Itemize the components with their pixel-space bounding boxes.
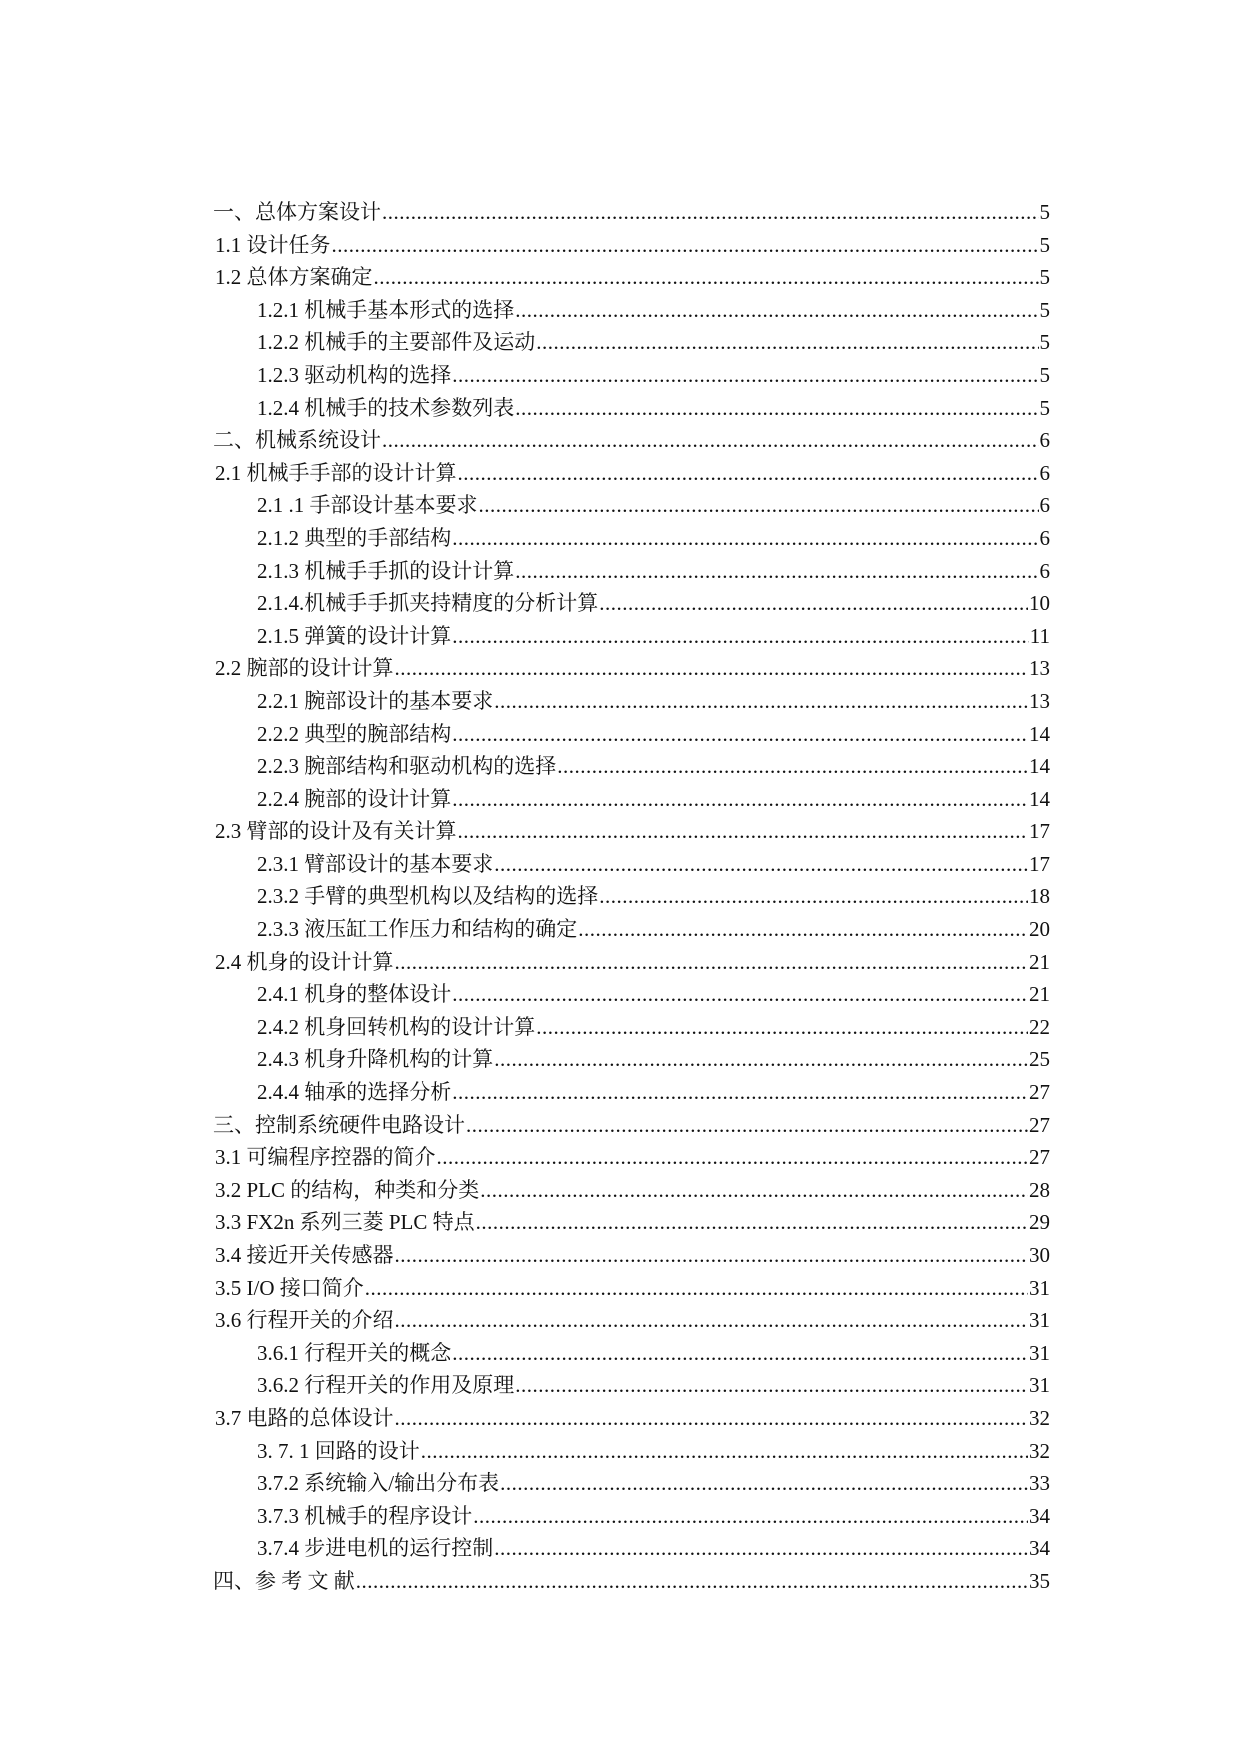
toc-entry-page-number: 6 (1039, 428, 1050, 453)
toc-leader-dots (515, 392, 1038, 425)
toc-entry-page-number: 5 (1039, 395, 1050, 420)
toc-entry-page-number: 27 (1029, 1080, 1050, 1105)
toc-entry-label: 2.3 臂部的设计及有关计算 (215, 819, 457, 844)
toc-entry-page-number: 14 (1029, 786, 1050, 811)
toc-entry-label: 2.1.3 机械手手抓的设计计算 (257, 558, 515, 583)
toc-entry-label: 2.4.1 机身的整体设计 (257, 982, 452, 1007)
toc-entry-label: 3.7.3 机械手的程序设计 (257, 1503, 473, 1528)
toc-entry-page-number: 14 (1029, 721, 1050, 746)
toc-entry-page-number: 31 (1029, 1275, 1050, 1300)
toc-entry-page-number: 21 (1029, 982, 1050, 1007)
toc-entry[interactable] (213, 718, 1050, 751)
toc-leader-dots (452, 718, 1028, 751)
toc-leader-dots (494, 1532, 1028, 1565)
toc-entry-page-number: 5 (1039, 265, 1050, 290)
toc-entry-label: 三、控制系统硬件电路设计 (213, 1112, 465, 1137)
toc-entry-page-number: 18 (1029, 884, 1050, 909)
toc-entry-label: 2.3.3 液压缸工作压力和结构的确定 (257, 917, 578, 942)
toc-entry-page-number: 34 (1029, 1503, 1050, 1528)
toc-entry-page-number: 5 (1039, 200, 1050, 224)
toc-leader-dots (476, 1206, 1028, 1239)
toc-entry[interactable] (213, 978, 1050, 1011)
toc-entry-label: 2.1.4.机械手手抓夹持精度的分析计算 (257, 591, 599, 616)
toc-entry-label: 2.4.2 机身回转机构的设计计算 (257, 1014, 536, 1039)
toc-entry-label: 3.7.4 步进电机的运行控制 (257, 1536, 494, 1561)
toc-leader-dots (356, 1565, 1028, 1598)
toc-entry-page-number: 31 (1029, 1373, 1050, 1398)
toc-entry-page-number: 34 (1029, 1536, 1050, 1561)
toc-entry[interactable] (213, 1467, 1050, 1500)
toc-leader-dots (557, 750, 1028, 783)
toc-entry-label: 2.4.4 轴承的选择分析 (257, 1080, 452, 1105)
toc-entry[interactable] (213, 880, 1050, 913)
toc-entry-page-number: 21 (1029, 949, 1050, 974)
toc-entry-label: 3.3 FX2n 系列三菱 PLC 特点 (215, 1210, 475, 1235)
toc-entry-page-number: 14 (1029, 754, 1050, 779)
toc-entry[interactable] (213, 1109, 1050, 1142)
toc-entry-label: 1.2.3 驱动机构的选择 (257, 362, 452, 387)
toc-entry[interactable] (213, 1369, 1050, 1402)
toc-leader-dots (395, 1304, 1029, 1337)
toc-entry[interactable] (213, 1043, 1050, 1076)
toc-entry-page-number: 13 (1029, 656, 1050, 681)
toc-entry-page-number: 5 (1039, 232, 1050, 257)
toc-entry-label: 2.2.1 腕部设计的基本要求 (257, 688, 494, 713)
toc-entry[interactable] (213, 1239, 1050, 1272)
toc-leader-dots (437, 1141, 1029, 1174)
toc-entry-label: 2.2.2 典型的腕部结构 (257, 721, 452, 746)
toc-entry-label: 3.6.1 行程开关的概念 (257, 1340, 452, 1365)
toc-entry[interactable] (213, 815, 1050, 848)
toc-entry-page-number: 29 (1029, 1210, 1050, 1235)
toc-entry-label: 2.1.2 典型的手部结构 (257, 525, 452, 550)
toc-entry[interactable] (213, 457, 1050, 490)
toc-entry[interactable] (213, 1304, 1050, 1337)
toc-entry-page-number: 5 (1039, 362, 1050, 387)
toc-leader-dots (515, 555, 1038, 588)
toc-leader-dots (494, 685, 1028, 718)
toc-entry-page-number: 5 (1039, 330, 1050, 355)
toc-entry-page-number: 32 (1029, 1438, 1050, 1463)
toc-entry[interactable] (213, 587, 1050, 620)
toc-entry[interactable] (213, 750, 1050, 783)
toc-entry-page-number: 28 (1029, 1177, 1050, 1202)
toc-entry[interactable] (213, 1206, 1050, 1239)
toc-entry-label: 1.2.1 机械手基本形式的选择 (257, 297, 515, 322)
toc-entry-label: 3.7.2 系统输入/输出分布表 (257, 1471, 500, 1496)
toc-entry-label: 2.4 机身的设计计算 (215, 949, 394, 974)
toc-entry-page-number: 30 (1029, 1243, 1050, 1267)
toc-entry-label: 2.1 .1 手部设计基本要求 (257, 493, 478, 518)
toc-entry[interactable] (213, 196, 1050, 229)
toc-leader-dots (466, 1109, 1028, 1142)
toc-entry-page-number: 6 (1039, 460, 1050, 485)
toc-leader-dots (599, 587, 1028, 620)
toc-leader-dots (458, 457, 1039, 490)
toc-entry[interactable] (213, 229, 1050, 262)
toc-entry-page-number: 27 (1029, 1145, 1050, 1170)
toc-entry-label: 3.4 接近开关传感器 (215, 1243, 394, 1267)
toc-entry-label: 2.3.1 臂部设计的基本要求 (257, 851, 494, 876)
toc-leader-dots (515, 294, 1038, 327)
toc-leader-dots (599, 880, 1028, 913)
toc-leader-dots (536, 326, 1038, 359)
toc-entry-label: 1.2.4 机械手的技术参数列表 (257, 395, 515, 420)
toc-leader-dots (479, 489, 1039, 522)
toc-leader-dots (374, 261, 1039, 294)
toc-leader-dots (452, 783, 1028, 816)
toc-entry-page-number: 10 (1029, 591, 1050, 616)
toc-entry[interactable] (213, 1174, 1050, 1207)
toc-entry-page-number: 11 (1029, 623, 1050, 648)
toc-entry-page-number: 22 (1029, 1014, 1050, 1039)
toc-leader-dots (332, 229, 1039, 262)
toc-entry[interactable] (213, 261, 1050, 294)
toc-entry-page-number: 20 (1029, 917, 1050, 942)
toc-entry-page-number: 6 (1039, 558, 1050, 583)
toc-leader-dots (421, 1435, 1028, 1468)
table-of-contents (213, 196, 1050, 1598)
toc-entry[interactable] (213, 685, 1050, 718)
toc-entry-page-number: 5 (1039, 297, 1050, 322)
toc-entry-label: 1.1 设计任务 (215, 232, 331, 257)
toc-leader-dots (473, 1500, 1028, 1533)
toc-entry-label: 3.2 PLC 的结构，种类和分类 (215, 1177, 480, 1202)
toc-entry[interactable] (213, 1435, 1050, 1468)
toc-entry-label: 一、总体方案设计 (213, 200, 381, 224)
toc-entry-page-number: 6 (1039, 525, 1050, 550)
toc-entry-label: 2.2 腕部的设计计算 (215, 656, 394, 681)
toc-entry[interactable] (213, 783, 1050, 816)
toc-entry[interactable] (213, 424, 1050, 457)
toc-entry-label: 2.3.2 手臂的典型机构以及结构的选择 (257, 884, 599, 909)
toc-leader-dots (395, 1239, 1029, 1272)
toc-entry[interactable] (213, 522, 1050, 555)
toc-entry-label: 2.2.3 腕部结构和驱动机构的选择 (257, 754, 557, 779)
toc-entry-page-number: 25 (1029, 1047, 1050, 1072)
toc-entry-label: 2.1.5 弹簧的设计计算 (257, 623, 452, 648)
toc-leader-dots (500, 1467, 1028, 1500)
toc-entry-page-number: 35 (1029, 1568, 1050, 1593)
toc-leader-dots (480, 1174, 1028, 1207)
toc-leader-dots (452, 1337, 1028, 1370)
toc-entry-page-number: 31 (1029, 1340, 1050, 1365)
toc-entry-page-number: 6 (1039, 493, 1050, 518)
toc-entry-label: 2.4.3 机身升降机构的计算 (257, 1047, 494, 1072)
toc-entry-label: 2.2.4 腕部的设计计算 (257, 786, 452, 811)
toc-entry[interactable] (213, 1402, 1050, 1435)
toc-entry-label: 2.1 机械手手部的设计计算 (215, 460, 457, 485)
toc-entry[interactable] (213, 652, 1050, 685)
toc-entry-label: 二、机械系统设计 (213, 428, 381, 453)
toc-leader-dots (458, 815, 1029, 848)
toc-leader-dots (452, 1076, 1028, 1109)
toc-leader-dots (494, 1043, 1028, 1076)
toc-entry[interactable] (213, 1337, 1050, 1370)
toc-leader-dots (382, 196, 1039, 229)
toc-entry-page-number: 17 (1029, 851, 1050, 876)
toc-leader-dots (515, 1369, 1028, 1402)
toc-entry[interactable] (213, 913, 1050, 946)
toc-leader-dots (452, 620, 1029, 653)
toc-entry[interactable] (213, 1500, 1050, 1533)
toc-entry[interactable] (213, 1141, 1050, 1174)
toc-entry-label: 3.1 可编程序控器的简介 (215, 1145, 436, 1170)
toc-entry-label: 3. 7. 1 回路的设计 (257, 1438, 420, 1463)
toc-entry-label: 3.7 电路的总体设计 (215, 1405, 394, 1430)
toc-entry-label: 1.2 总体方案确定 (215, 265, 373, 290)
toc-entry[interactable] (213, 489, 1050, 522)
toc-entry-label: 1.2.2 机械手的主要部件及运动 (257, 330, 536, 355)
toc-entry[interactable] (213, 1565, 1050, 1598)
toc-entry[interactable] (213, 326, 1050, 359)
toc-entry-page-number: 17 (1029, 819, 1050, 844)
toc-entry[interactable] (213, 555, 1050, 588)
toc-entry-label: 3.6 行程开关的介绍 (215, 1308, 394, 1333)
toc-entry-page-number: 33 (1029, 1471, 1050, 1496)
toc-entry-page-number: 27 (1029, 1112, 1050, 1137)
toc-entry-label: 3.6.2 行程开关的作用及原理 (257, 1373, 515, 1398)
toc-entry[interactable] (213, 946, 1050, 979)
toc-leader-dots (395, 1402, 1029, 1435)
toc-entry[interactable] (213, 392, 1050, 425)
toc-entry[interactable] (213, 1272, 1050, 1305)
toc-entry-page-number: 31 (1029, 1308, 1050, 1333)
toc-entry[interactable] (213, 1011, 1050, 1044)
toc-entry[interactable] (213, 1532, 1050, 1565)
toc-leader-dots (452, 522, 1038, 555)
toc-entry[interactable] (213, 1076, 1050, 1109)
toc-entry-page-number: 13 (1029, 688, 1050, 713)
toc-leader-dots (395, 652, 1029, 685)
toc-entry-label: 3.5 I/O 接口简介 (215, 1275, 364, 1300)
toc-leader-dots (578, 913, 1028, 946)
toc-leader-dots (382, 424, 1039, 457)
toc-entry[interactable] (213, 620, 1050, 653)
toc-leader-dots (395, 946, 1029, 979)
toc-entry-page-number: 32 (1029, 1405, 1050, 1430)
toc-entry[interactable] (213, 294, 1050, 327)
toc-leader-dots (536, 1011, 1028, 1044)
toc-entry-label: 四、参 考 文 献 (213, 1568, 355, 1593)
toc-leader-dots (365, 1272, 1028, 1305)
toc-leader-dots (452, 359, 1038, 392)
toc-entry[interactable] (213, 359, 1050, 392)
toc-leader-dots (452, 978, 1028, 1011)
toc-entry[interactable] (213, 848, 1050, 881)
toc-leader-dots (494, 848, 1028, 881)
